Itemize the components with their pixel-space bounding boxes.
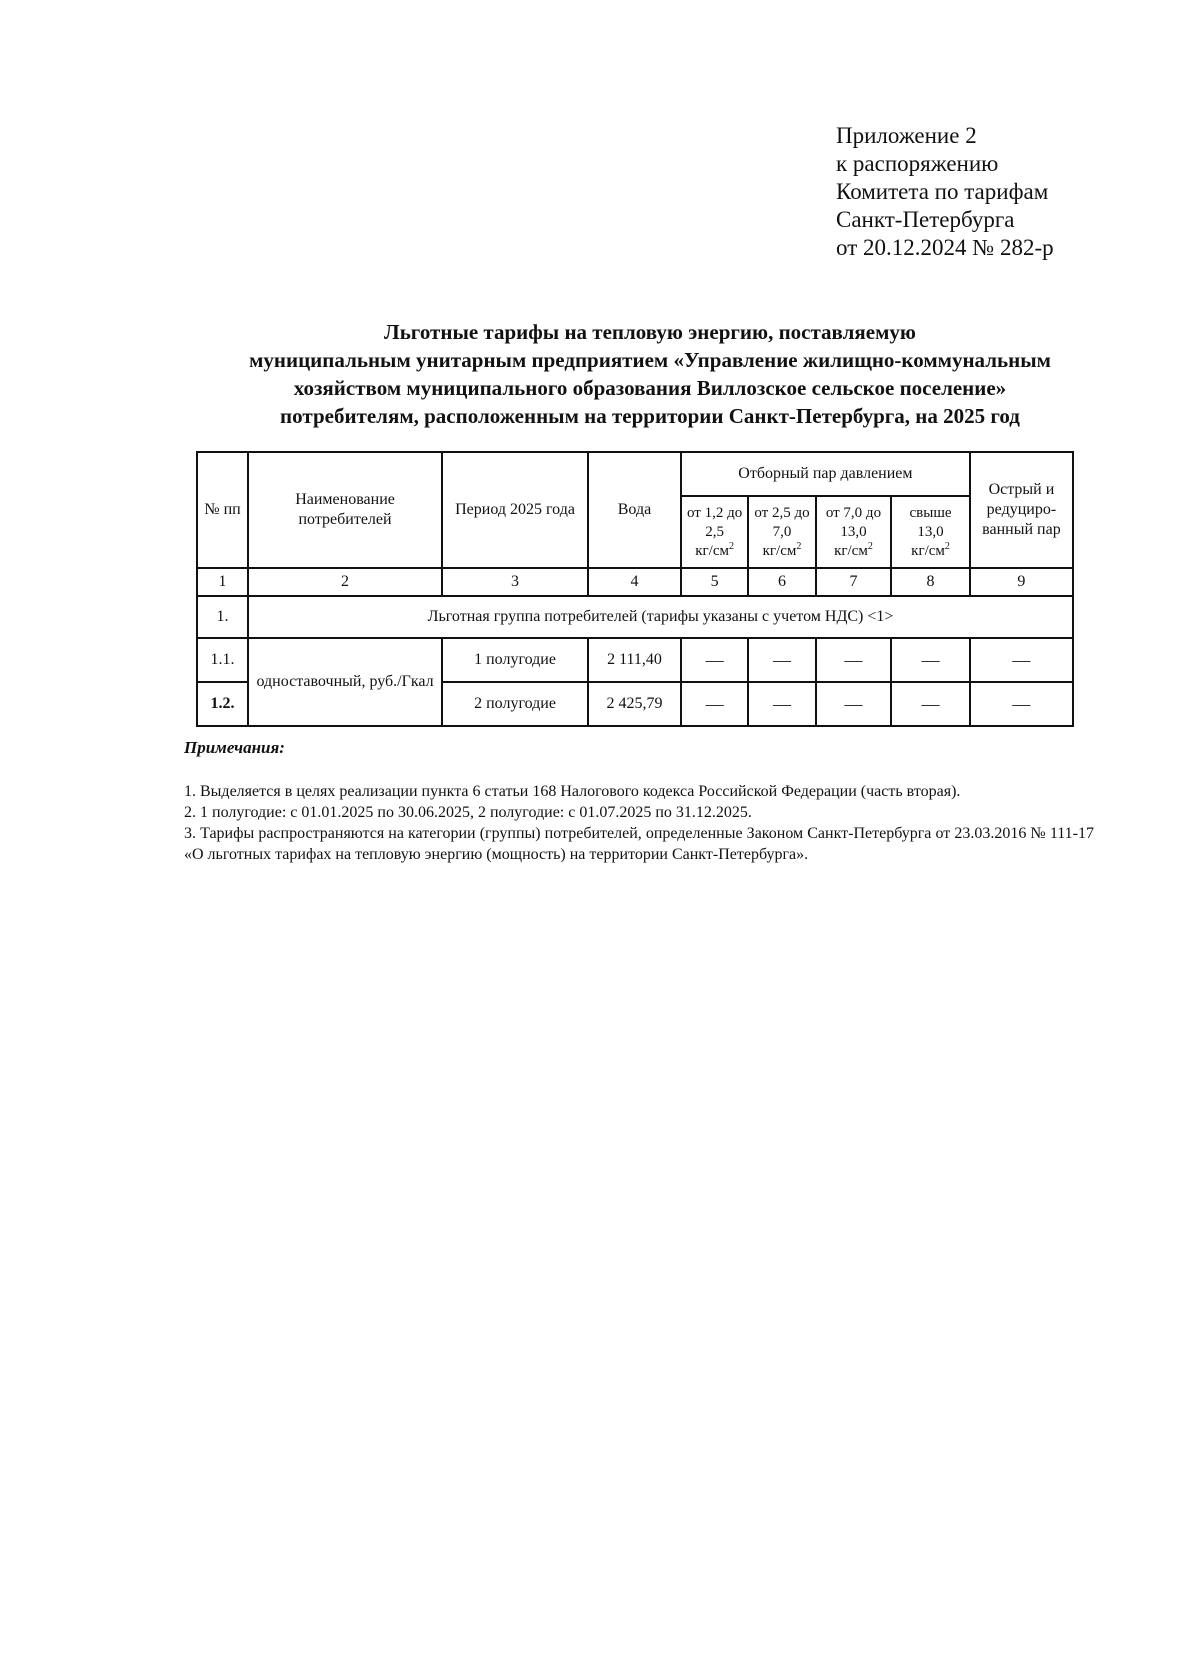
appendix-line: к распоряжению [836,151,999,176]
row-cell: — [891,638,970,682]
appendix-line: Комитета по тарифам [836,179,1049,204]
row-num: 1.1. [197,638,248,682]
table-row [197,638,1073,682]
appendix-line: Санкт-Петербурга [836,207,1015,232]
row-num: 1.2. [197,682,248,726]
notes-heading: Примечания: [184,738,285,757]
column-number: 7 [816,568,892,596]
consumer-name: одноставочный, руб./Гкал [248,638,442,726]
notes-list [184,781,1094,865]
header-consumer: Наименование потребителей [248,452,442,568]
header-pressure-3 [816,496,892,568]
unit-superscript: 2 [944,540,950,552]
header-pressure-2 [748,496,815,568]
group-num: 1. [197,596,248,638]
note-item: 1. Выделяется в целях реализации пункта 6 статьи 168 Налогового кодекса Российской Федерации (часть вторая). [184,783,961,800]
title-line: Льготные тарифы на тепловую энергию, поставляемую [384,320,916,344]
row-cell: — [681,638,748,682]
header-steam-group: Отборный пар давлением [681,452,970,496]
pressure-unit: кг/см [911,542,945,559]
header-num: № пп [197,452,248,568]
row-period: 2 полугодие [442,682,588,726]
row-water: 2 425,79 [588,682,681,726]
appendix-line: Приложение 2 [836,123,977,148]
title-line: хозяйством муниципального образования Виллозское сельское поселение» [293,376,1007,400]
column-number: 5 [681,568,748,596]
title-line: муниципальным унитарным предприятием «Управление жилищно-коммунальным [249,348,1051,372]
group-row [197,596,1073,638]
row-cell: — [748,682,815,726]
row-water: 2 111,40 [588,638,681,682]
pressure-unit: кг/см [695,542,729,559]
unit-superscript: 2 [729,540,734,552]
tariff-table [196,451,1074,727]
note-item: 2. 1 полугодие: с 01.01.2025 по 30.06.2025, 2 полугодие: с 01.07.2025 по 31.12.2025. [184,804,752,821]
column-number: 3 [442,568,588,596]
row-cell: — [970,682,1073,726]
header-sharp-steam: Острый и редуциро-ванный пар [970,452,1073,568]
title-line: потребителям, расположенным на территории Санкт-Петербурга, на 2025 год [280,404,1020,428]
appendix-line: от 20.12.2024 № 282-р [836,235,1054,260]
group-label: Льготная группа потребителей (тарифы указаны с учетом НДС) <1> [248,596,1073,638]
row-cell: — [891,682,970,726]
header-pressure-4 [891,496,970,568]
pressure-range: от 7,0 до 13,0 [825,504,882,540]
row-cell: — [681,682,748,726]
pressure-unit: кг/см [762,542,797,559]
row-cell: — [816,638,892,682]
column-number: 6 [748,568,815,596]
appendix-block [836,122,1054,262]
header-period: Период 2025 года [442,452,588,568]
header-water: Вода [588,452,681,568]
unit-superscript: 2 [867,540,873,552]
row-cell: — [748,638,815,682]
column-number: 4 [588,568,681,596]
column-numbers-row [197,568,1073,596]
column-number: 1 [197,568,248,596]
pressure-range: свыше 13,0 [909,504,952,540]
document-title [150,318,1150,430]
row-period: 1 полугодие [442,638,588,682]
header-pressure-1 [681,496,748,568]
pressure-range: от 2,5 до 7,0 [754,504,810,540]
column-number: 8 [891,568,970,596]
row-cell: — [816,682,892,726]
column-number: 2 [248,568,442,596]
unit-superscript: 2 [796,540,802,552]
row-cell: — [970,638,1073,682]
note-item: 3. Тарифы распространяются на категории (группы) потребителей, определенные Законом Санкт-Петербурга от 23.03.2016 № 111-17 «О льготных тарифах на тепловую энергию (мощность) на территории Санкт-Петербурга». [184,825,1094,863]
column-number: 9 [970,568,1073,596]
pressure-range: от 1,2 до 2,5 [687,504,743,540]
pressure-unit: кг/см [834,542,868,559]
